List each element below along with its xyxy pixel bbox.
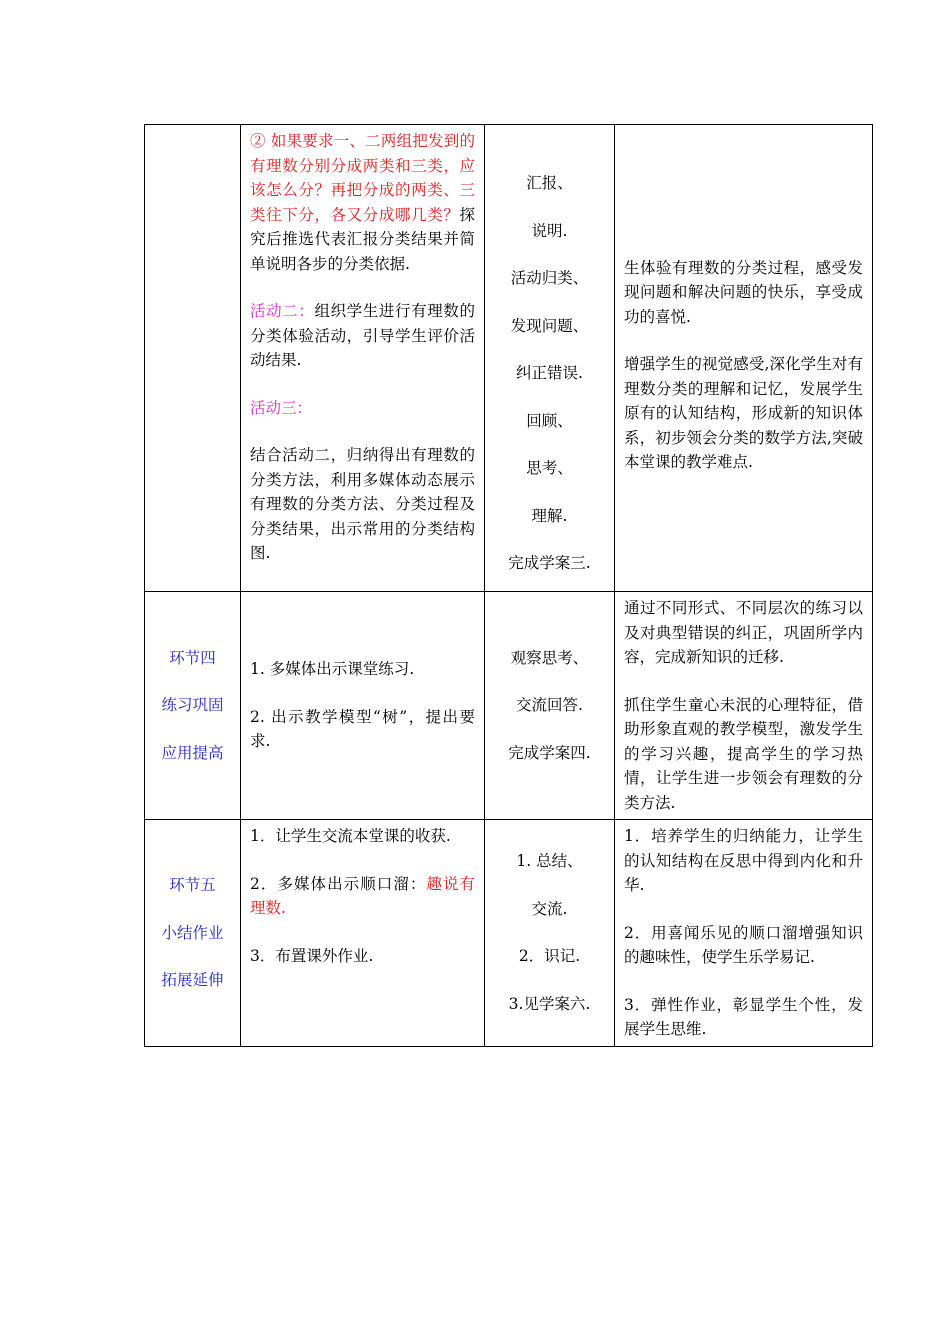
- student-activity-line: 汇报、: [526, 174, 573, 192]
- teacher-activity-cell: [241, 125, 485, 592]
- stage-label: 拓展延伸: [161, 971, 224, 989]
- student-activity-cell: [485, 592, 615, 820]
- student-activity-line: 活动归类、: [510, 269, 589, 287]
- text-segment: 探究后推选代表汇报分类结果并简单说明各步的分类依据.: [250, 205, 475, 273]
- student-activity-line: 完成学案四.: [508, 743, 591, 762]
- student-activity-line: 回顾、: [526, 411, 573, 430]
- text-segment: 2．多媒体出示顺口溜：: [250, 874, 427, 893]
- design-intent-paragraph: 通过不同形式、不同层次的练习以及对典型错误的纠正，巩固所学内容，完成新知识的迁移.: [624, 599, 863, 666]
- teacher-activity-cell: [241, 592, 485, 820]
- text-segment: 1．让学生交流本堂课的收获.: [250, 827, 451, 845]
- student-activity-line: 说明.: [531, 221, 568, 240]
- teacher-paragraph: [250, 824, 475, 849]
- design-intent-paragraph: 2．用喜闻乐见的顺口溜增强知识的趣味性，使学生乐学易记.: [624, 923, 863, 966]
- text-segment: 组织学生进行有理数的分类体验活动，引导学生评价活动结果.: [250, 302, 475, 369]
- stage-cell: [145, 125, 241, 592]
- teacher-paragraph: [250, 705, 475, 754]
- student-activity-line: 理解.: [531, 506, 568, 525]
- student-activity-cell: [485, 820, 615, 1047]
- table-row: [145, 125, 873, 592]
- design-intent-paragraph: 增强学生的视觉感受,深化学生对有理数分类的理解和记忆，发展学生原有的认知结构，形成新的知识体系，初步领会分类的数学方法,突破本堂课的教学难点.: [624, 355, 863, 471]
- text-segment: 趣说有理数.: [250, 874, 475, 917]
- text-segment: 1. 多媒体出示课堂练习.: [250, 660, 415, 679]
- student-activity-line: 2．识记.: [518, 947, 581, 966]
- stage-label: 小结作业: [161, 923, 224, 942]
- student-activity-line: 1. 总结、: [516, 852, 583, 871]
- text-segment: 3．布置课外作业.: [250, 946, 374, 965]
- design-intent-paragraph: 3．弹性作业，彰显学生个性，发展学生思维.: [624, 995, 863, 1038]
- stage-label: 环节四: [169, 648, 216, 667]
- student-activity-line: 交流.: [531, 899, 568, 918]
- text-segment: 活动三：: [250, 398, 313, 417]
- teacher-activity-cell: [241, 820, 485, 1047]
- stage-cell: [145, 592, 241, 820]
- teacher-paragraph: [250, 396, 475, 421]
- teacher-paragraph: [250, 944, 475, 969]
- lesson-plan-table: [144, 124, 873, 1047]
- design-intent-paragraph: 1．培养学生的归纳能力，让学生的认知结构在反思中得到内化和升华.: [624, 827, 863, 894]
- table-row: [145, 592, 873, 820]
- student-activity-line: 交流回答.: [516, 696, 583, 715]
- stage-label: 环节五: [169, 876, 216, 894]
- student-activity-line: 3.见学案六.: [508, 994, 591, 1013]
- teacher-paragraph: [250, 443, 475, 566]
- design-intent-cell: [615, 820, 873, 1047]
- design-intent-cell: [615, 125, 873, 592]
- student-activity-line: 完成学案三.: [508, 554, 591, 572]
- teacher-paragraph: [250, 657, 475, 682]
- text-segment: 2. 出示教学模型“树”，提出要求.: [250, 707, 475, 751]
- student-activity-cell: [485, 125, 615, 592]
- text-segment: 活动二：: [250, 302, 315, 320]
- student-activity-line: 观察思考、: [510, 648, 589, 667]
- teacher-paragraph: [250, 872, 475, 921]
- design-intent-cell: [615, 592, 873, 820]
- teacher-paragraph: [250, 299, 475, 373]
- stage-label: 应用提高: [161, 743, 224, 762]
- stage-label: 练习巩固: [161, 696, 224, 715]
- student-activity-line: 纠正错误.: [516, 364, 583, 382]
- teacher-paragraph: [250, 129, 475, 276]
- design-intent-paragraph: 抓住学生童心未泯的心理特征，借助形象直观的教学模型，激发学生的学习兴趣，提高学生的学习热情，让学生进一步领会有理数的分类方法.: [624, 695, 863, 812]
- text-segment: ② 如果要求一、二两组把发到的有理数分别分成两类和三类，应该怎么分？再把分成的两类、三类往下分，各又分成哪几类？: [250, 132, 475, 224]
- student-activity-line: 发现问题、: [510, 316, 589, 335]
- student-activity-line: 思考、: [526, 459, 573, 477]
- text-segment: 结合活动二，归纳得出有理数的分类方法，利用多媒体动态展示有理数的分类方法、分类过程及分类结果，出示常用的分类结构图.: [250, 446, 475, 562]
- table-row: [145, 820, 873, 1047]
- stage-cell: [145, 820, 241, 1047]
- design-intent-paragraph: 生体验有理数的分类过程，感受发现问题和解决问题的快乐，享受成功的喜悦.: [624, 258, 863, 326]
